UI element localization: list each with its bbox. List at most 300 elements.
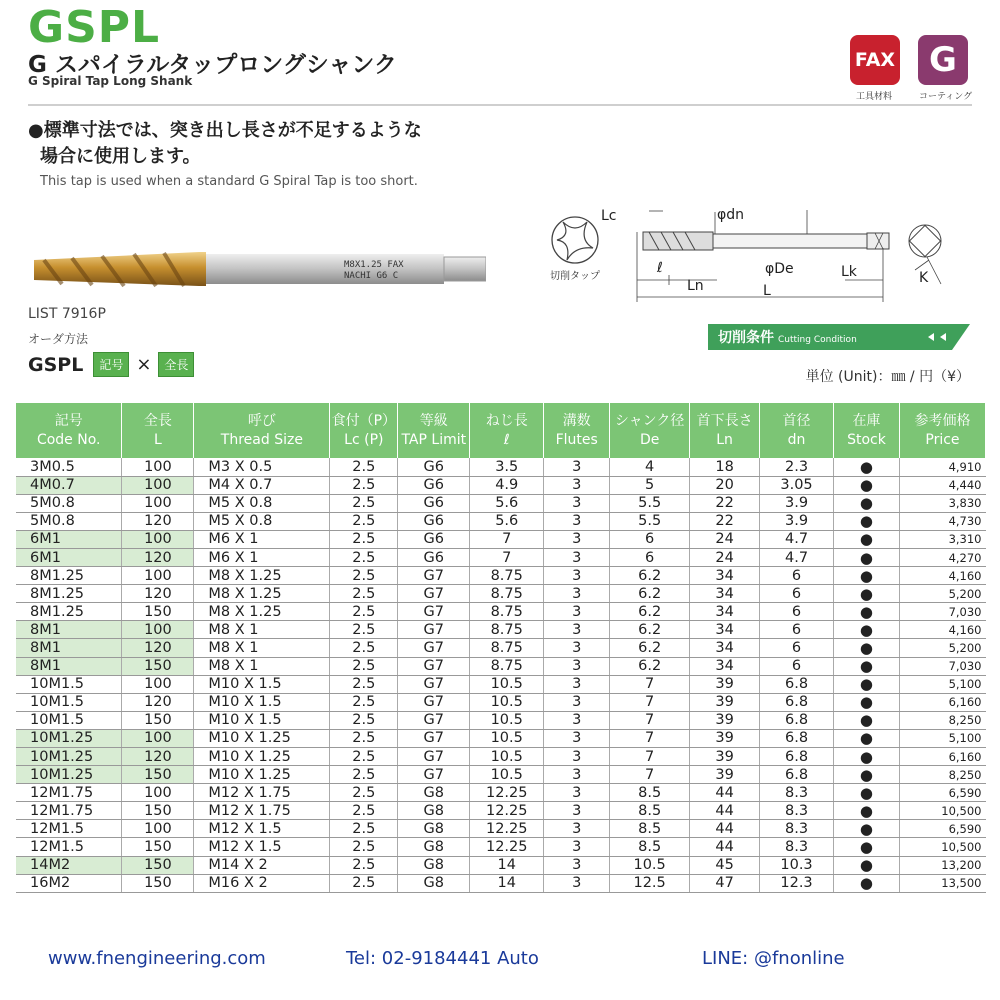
cell-flutes: 3: [544, 621, 610, 639]
cell-code: 8M1.25: [16, 585, 122, 603]
cell-neck-length: 34: [690, 603, 760, 621]
times-symbol: ×: [136, 354, 152, 375]
cell-flutes: 3: [544, 838, 610, 856]
cell-code: 12M1.5: [16, 838, 122, 856]
fax-badge-caption: 工具材料: [856, 92, 893, 102]
cell-stock: ●: [834, 856, 900, 874]
cell-thread-size: M4 X 0.7: [194, 476, 330, 494]
cell-length: 120: [122, 748, 194, 766]
column-header: [330, 403, 398, 458]
cell-neck-dia: 3.9: [760, 494, 834, 512]
column-header-jp: 食付（P）: [331, 412, 397, 429]
cell-thread-length: 14: [470, 856, 544, 874]
column-header-jp: 首径: [782, 412, 811, 429]
table-row: [16, 748, 986, 766]
cell-lc: 2.5: [330, 530, 398, 548]
cell-neck-length: 34: [690, 585, 760, 603]
cell-price: 5,200: [899, 639, 985, 657]
label-l-small: ℓ: [657, 260, 663, 276]
table-row: [16, 585, 986, 603]
cell-stock: ●: [834, 603, 900, 621]
cell-shank-dia: 5.5: [610, 512, 690, 530]
cell-neck-dia: 8.3: [760, 802, 834, 820]
label-lk: Lk: [841, 264, 857, 280]
table-row: [16, 874, 986, 892]
cell-thread-length: 12.25: [470, 802, 544, 820]
cutting-tap-label: 切削タップ: [550, 271, 600, 282]
cell-tap-limit: G7: [398, 621, 470, 639]
cell-neck-dia: 3.9: [760, 512, 834, 530]
cell-lc: 2.5: [330, 494, 398, 512]
cross-section-icon: [552, 217, 598, 263]
cell-thread-size: M16 X 2: [194, 874, 330, 892]
cell-stock: ●: [834, 838, 900, 856]
cell-tap-limit: G7: [398, 693, 470, 711]
cell-length: 120: [122, 693, 194, 711]
cell-shank-dia: 8.5: [610, 820, 690, 838]
cell-thread-length: 10.5: [470, 675, 544, 693]
cell-neck-length: 39: [690, 766, 760, 784]
cell-neck-length: 34: [690, 657, 760, 675]
table-row: [16, 494, 986, 512]
column-header: [690, 403, 760, 458]
cell-thread-size: M12 X 1.75: [194, 784, 330, 802]
cell-neck-length: 20: [690, 476, 760, 494]
cell-lc: 2.5: [330, 766, 398, 784]
cell-shank-dia: 12.5: [610, 874, 690, 892]
cell-length: 100: [122, 675, 194, 693]
column-header: [544, 403, 610, 458]
description-jp: [28, 118, 422, 170]
cell-length: 150: [122, 766, 194, 784]
cell-shank-dia: 7: [610, 766, 690, 784]
table-row: [16, 548, 986, 566]
cell-thread-size: M3 X 0.5: [194, 458, 330, 476]
cell-flutes: 3: [544, 657, 610, 675]
cell-length: 150: [122, 657, 194, 675]
cell-shank-dia: 7: [610, 693, 690, 711]
cell-code: 8M1: [16, 621, 122, 639]
label-dn: φdn: [717, 207, 744, 223]
column-header-en: TAP Limit: [401, 431, 467, 448]
cell-neck-dia: 6: [760, 603, 834, 621]
cell-lc: 2.5: [330, 874, 398, 892]
coating-badge-caption: コーティング: [919, 92, 973, 102]
column-header-jp: ねじ長: [485, 412, 528, 429]
table-row: [16, 639, 986, 657]
cell-price: 3,310: [899, 530, 985, 548]
cell-thread-size: M8 X 1: [194, 657, 330, 675]
cell-thread-size: M12 X 1.75: [194, 802, 330, 820]
cell-tap-limit: G6: [398, 494, 470, 512]
tool-marking-1: M8X1.25 FAX: [344, 260, 404, 270]
cell-tap-limit: G8: [398, 802, 470, 820]
cell-stock: ●: [834, 766, 900, 784]
cell-neck-dia: 6: [760, 585, 834, 603]
table-row: [16, 693, 986, 711]
cell-neck-dia: 6: [760, 657, 834, 675]
cell-price: 8,250: [899, 711, 985, 729]
description-en: This tap is used when a standard G Spiral Tap is too short.: [40, 174, 418, 189]
cell-thread-length: 5.6: [470, 512, 544, 530]
column-header-jp: 溝数: [562, 412, 591, 429]
cell-length: 150: [122, 603, 194, 621]
table-row: [16, 802, 986, 820]
cell-shank-dia: 8.5: [610, 784, 690, 802]
cell-thread-length: 10.5: [470, 711, 544, 729]
cell-length: 120: [122, 585, 194, 603]
cell-tap-limit: G6: [398, 512, 470, 530]
cell-neck-length: 45: [690, 856, 760, 874]
cell-lc: 2.5: [330, 657, 398, 675]
cell-thread-length: 8.75: [470, 657, 544, 675]
product-subtitle-en: G Spiral Tap Long Shank: [28, 74, 193, 88]
cell-price: 5,100: [899, 675, 985, 693]
cell-stock: ●: [834, 874, 900, 892]
cell-neck-length: 44: [690, 802, 760, 820]
order-chip-length: 全長: [158, 352, 194, 377]
cell-thread-size: M10 X 1.25: [194, 729, 330, 747]
column-header: [610, 403, 690, 458]
column-header-jp: 参考価格: [914, 412, 971, 429]
cell-tap-limit: G6: [398, 458, 470, 476]
fax-badge: FAX: [850, 35, 900, 85]
cell-thread-size: M10 X 1.5: [194, 711, 330, 729]
column-header-jp: 呼び: [247, 412, 276, 429]
cell-shank-dia: 6: [610, 548, 690, 566]
cell-stock: ●: [834, 693, 900, 711]
cell-tap-limit: G7: [398, 603, 470, 621]
label-ln: Ln: [687, 278, 704, 294]
cell-price: 6,590: [899, 784, 985, 802]
column-header-en: ℓ: [503, 431, 510, 448]
table-row: [16, 838, 986, 856]
cell-thread-size: M8 X 1.25: [194, 603, 330, 621]
cutting-condition-en: Cutting Condition: [778, 335, 857, 345]
cell-price: 5,100: [899, 729, 985, 747]
cell-thread-length: 5.6: [470, 494, 544, 512]
cell-neck-length: 34: [690, 567, 760, 585]
cell-price: 13,500: [899, 874, 985, 892]
description-jp-line1: ●標準寸法では、突き出し長さが不足するような: [28, 120, 422, 141]
cell-code: 5M0.8: [16, 494, 122, 512]
cell-neck-length: 34: [690, 639, 760, 657]
table-row: [16, 512, 986, 530]
cell-lc: 2.5: [330, 639, 398, 657]
cell-code: 12M1.75: [16, 784, 122, 802]
column-header-en: dn: [787, 431, 806, 448]
table-row: [16, 766, 986, 784]
cell-stock: ●: [834, 621, 900, 639]
cell-code: 12M1.75: [16, 802, 122, 820]
cell-neck-dia: 6.8: [760, 748, 834, 766]
cell-stock: ●: [834, 585, 900, 603]
cell-flutes: 3: [544, 802, 610, 820]
cell-lc: 2.5: [330, 838, 398, 856]
cell-lc: 2.5: [330, 512, 398, 530]
cell-price: 4,730: [899, 512, 985, 530]
cell-neck-length: 39: [690, 675, 760, 693]
cell-length: 150: [122, 838, 194, 856]
cell-thread-length: 7: [470, 530, 544, 548]
spec-table: [16, 403, 986, 893]
cell-thread-size: M8 X 1: [194, 639, 330, 657]
cell-flutes: 3: [544, 693, 610, 711]
cell-thread-size: M6 X 1: [194, 530, 330, 548]
cell-tap-limit: G6: [398, 530, 470, 548]
cell-code: 10M1.5: [16, 711, 122, 729]
cell-shank-dia: 5: [610, 476, 690, 494]
cell-stock: ●: [834, 494, 900, 512]
cell-tap-limit: G7: [398, 657, 470, 675]
cell-thread-size: M10 X 1.25: [194, 748, 330, 766]
table-row: [16, 530, 986, 548]
cell-length: 100: [122, 494, 194, 512]
column-header-jp: 全長: [143, 412, 172, 429]
footer-line: LINE: @fnonline: [702, 948, 845, 969]
cell-flutes: 3: [544, 766, 610, 784]
cell-flutes: 3: [544, 567, 610, 585]
cell-stock: ●: [834, 729, 900, 747]
cell-thread-size: M8 X 1: [194, 621, 330, 639]
cell-tap-limit: G7: [398, 729, 470, 747]
cell-neck-dia: 6.8: [760, 711, 834, 729]
cell-thread-length: 10.5: [470, 693, 544, 711]
cell-lc: 2.5: [330, 729, 398, 747]
cell-thread-size: M10 X 1.5: [194, 675, 330, 693]
cell-stock: ●: [834, 711, 900, 729]
cell-tap-limit: G8: [398, 838, 470, 856]
order-code: GSPL: [28, 353, 84, 376]
order-method: [28, 352, 194, 377]
cell-lc: 2.5: [330, 748, 398, 766]
cell-shank-dia: 7: [610, 675, 690, 693]
cell-neck-dia: 8.3: [760, 820, 834, 838]
cell-length: 100: [122, 621, 194, 639]
cell-price: 6,160: [899, 693, 985, 711]
cell-code: 12M1.5: [16, 820, 122, 838]
column-header-en: Thread Size: [220, 431, 303, 448]
cell-stock: ●: [834, 458, 900, 476]
label-L: L: [763, 283, 771, 299]
cell-shank-dia: 6.2: [610, 657, 690, 675]
table-row: [16, 621, 986, 639]
cell-stock: ●: [834, 476, 900, 494]
cell-stock: ●: [834, 802, 900, 820]
cell-tap-limit: G6: [398, 476, 470, 494]
table-row: [16, 476, 986, 494]
cell-price: 6,160: [899, 748, 985, 766]
cell-price: 4,270: [899, 548, 985, 566]
cell-lc: 2.5: [330, 675, 398, 693]
order-method-label: オーダ方法: [28, 332, 89, 346]
cell-tap-limit: G7: [398, 567, 470, 585]
column-header-en: L: [154, 431, 162, 448]
cell-stock: ●: [834, 548, 900, 566]
cell-price: 4,160: [899, 621, 985, 639]
cell-tap-limit: G7: [398, 639, 470, 657]
column-header-jp: 記号: [54, 412, 83, 429]
column-header-en: Ln: [716, 431, 733, 448]
cell-thread-size: M6 X 1: [194, 548, 330, 566]
cell-length: 150: [122, 802, 194, 820]
column-header-jp: 首下長さ: [696, 412, 753, 429]
cell-thread-length: 4.9: [470, 476, 544, 494]
cell-shank-dia: 8.5: [610, 802, 690, 820]
cell-code: 10M1.5: [16, 693, 122, 711]
table-row: [16, 657, 986, 675]
column-header: [194, 403, 330, 458]
cell-tap-limit: G7: [398, 711, 470, 729]
cell-neck-length: 39: [690, 711, 760, 729]
cutting-condition-label: [718, 327, 857, 347]
cell-price: 8,250: [899, 766, 985, 784]
column-header-jp: シャンク径: [614, 412, 685, 429]
cell-flutes: 3: [544, 548, 610, 566]
column-header: [899, 403, 985, 458]
cell-stock: ●: [834, 639, 900, 657]
cell-thread-size: M8 X 1.25: [194, 585, 330, 603]
cell-code: 5M0.8: [16, 512, 122, 530]
cell-neck-dia: 3.05: [760, 476, 834, 494]
cell-shank-dia: 6.2: [610, 603, 690, 621]
table-row: [16, 567, 986, 585]
cell-code: 4M0.7: [16, 476, 122, 494]
cell-neck-dia: 8.3: [760, 838, 834, 856]
cell-tap-limit: G7: [398, 675, 470, 693]
cell-neck-length: 44: [690, 820, 760, 838]
cell-price: 3,830: [899, 494, 985, 512]
cell-stock: ●: [834, 820, 900, 838]
cell-shank-dia: 10.5: [610, 856, 690, 874]
cell-thread-size: M12 X 1.5: [194, 838, 330, 856]
cell-shank-dia: 6.2: [610, 567, 690, 585]
cell-thread-size: M14 X 2: [194, 856, 330, 874]
cell-code: 8M1: [16, 639, 122, 657]
table-row: [16, 784, 986, 802]
column-header-en: Stock: [847, 431, 886, 448]
cell-flutes: 3: [544, 603, 610, 621]
cell-code: 8M1.25: [16, 567, 122, 585]
tool-marking-2: NACHI G6 C: [344, 271, 399, 281]
cell-neck-length: 39: [690, 729, 760, 747]
cell-shank-dia: 4: [610, 458, 690, 476]
cell-length: 100: [122, 820, 194, 838]
order-chip-code: 記号: [93, 352, 129, 377]
unit-label: 単位 (Unit)：㎜ / 円（¥）: [805, 369, 970, 385]
cell-code: 6M1: [16, 548, 122, 566]
table-row: [16, 820, 986, 838]
cell-tap-limit: G8: [398, 856, 470, 874]
cell-neck-dia: 6.8: [760, 693, 834, 711]
cell-code: 8M1.25: [16, 603, 122, 621]
cell-lc: 2.5: [330, 820, 398, 838]
table-row: [16, 603, 986, 621]
cell-tap-limit: G7: [398, 748, 470, 766]
cell-length: 150: [122, 874, 194, 892]
header-divider: [28, 104, 972, 106]
cell-neck-dia: 6: [760, 621, 834, 639]
cell-price: 7,030: [899, 603, 985, 621]
cell-price: 13,200: [899, 856, 985, 874]
column-header: [398, 403, 470, 458]
cell-neck-length: 22: [690, 512, 760, 530]
cell-neck-dia: 4.7: [760, 530, 834, 548]
label-de: φDe: [765, 261, 794, 277]
list-number: LIST 7916P: [28, 306, 106, 322]
cell-neck-length: 24: [690, 548, 760, 566]
cutting-condition-jp: 切削条件: [718, 330, 774, 346]
cell-flutes: 3: [544, 856, 610, 874]
cell-tap-limit: G7: [398, 766, 470, 784]
footer-website[interactable]: www.fnengineering.com: [48, 948, 266, 969]
product-title: GSPL: [28, 2, 161, 53]
cell-length: 150: [122, 856, 194, 874]
cell-flutes: 3: [544, 530, 610, 548]
cell-length: 120: [122, 548, 194, 566]
cell-stock: ●: [834, 530, 900, 548]
cell-length: 100: [122, 567, 194, 585]
cell-thread-length: 8.75: [470, 603, 544, 621]
cell-lc: 2.5: [330, 476, 398, 494]
cell-code: 8M1: [16, 657, 122, 675]
cell-lc: 2.5: [330, 784, 398, 802]
cell-length: 100: [122, 530, 194, 548]
column-header: [834, 403, 900, 458]
cell-length: 100: [122, 458, 194, 476]
cell-tap-limit: G7: [398, 585, 470, 603]
cell-flutes: 3: [544, 585, 610, 603]
cell-price: 10,500: [899, 802, 985, 820]
cell-length: 100: [122, 784, 194, 802]
cell-code: 6M1: [16, 530, 122, 548]
tap-tool-image: [34, 248, 486, 290]
cell-thread-length: 8.75: [470, 621, 544, 639]
cell-flutes: 3: [544, 458, 610, 476]
cell-stock: ●: [834, 675, 900, 693]
cell-stock: ●: [834, 512, 900, 530]
cell-length: 150: [122, 711, 194, 729]
cell-length: 120: [122, 512, 194, 530]
cell-thread-length: 8.75: [470, 585, 544, 603]
label-k: K: [919, 270, 929, 286]
cell-lc: 2.5: [330, 711, 398, 729]
cell-neck-dia: 10.3: [760, 856, 834, 874]
cell-neck-length: 39: [690, 693, 760, 711]
cell-price: 4,440: [899, 476, 985, 494]
column-header-jp: 等級: [419, 412, 448, 429]
table-row: [16, 711, 986, 729]
cell-thread-size: M5 X 0.8: [194, 494, 330, 512]
cell-neck-dia: 6: [760, 567, 834, 585]
cell-stock: ●: [834, 657, 900, 675]
coating-badge: G: [918, 35, 968, 85]
cell-flutes: 3: [544, 711, 610, 729]
cell-neck-dia: 6.8: [760, 675, 834, 693]
cell-thread-length: 10.5: [470, 729, 544, 747]
cell-neck-length: 44: [690, 838, 760, 856]
cell-thread-size: M5 X 0.8: [194, 512, 330, 530]
cell-neck-length: 44: [690, 784, 760, 802]
cell-thread-length: 14: [470, 874, 544, 892]
cell-thread-length: 8.75: [470, 639, 544, 657]
cell-shank-dia: 7: [610, 711, 690, 729]
cell-thread-length: 10.5: [470, 766, 544, 784]
cell-shank-dia: 7: [610, 748, 690, 766]
table-row: [16, 856, 986, 874]
column-header-en: Flutes: [555, 431, 598, 448]
cell-flutes: 3: [544, 639, 610, 657]
